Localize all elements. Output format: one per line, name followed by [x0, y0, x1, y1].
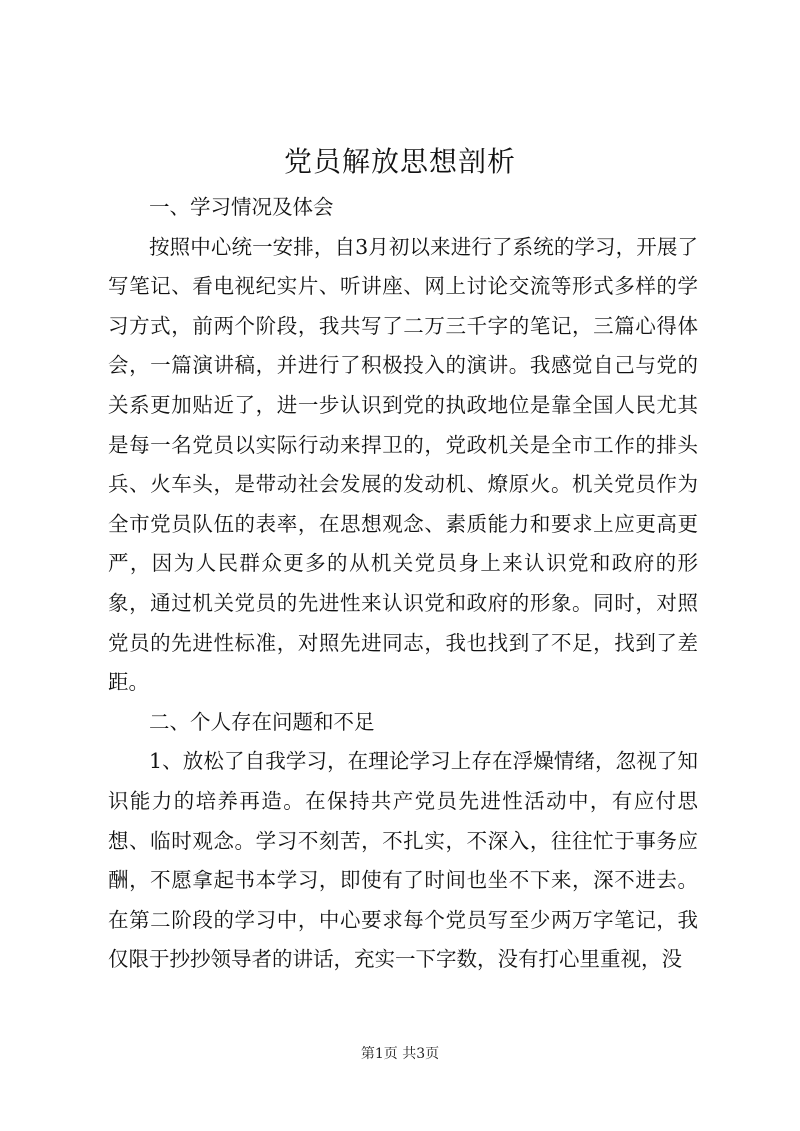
body-paragraph: 按照中心统一安排，自3月初以来进行了系统的学习，开展了写笔记、看电视纪实片、听讲座、网上讨论交流等形式多样的学习方式，前两个阶段，我共写了二万三千字的笔记，三篇心得体会，一篇演讲稿，并进行了积极投入的演讲。我感觉自己与党的关系更加贴近了，进一步认识到党的执政地位是靠全国人民尤其是每一名党员以实际行动来捍卫的，党政机关是全市工作的排头兵、火车头，是带动社会发展的发动机、燎原火。机关党员作为全市党员队伍的表率，在思想观念、素质能力和要求上应更高更严，因为人民群众更多的从机关党员身上来认识党和政府的形象，通过机关党员的先进性来认识党和政府的形象。同时，对照党员的先进性标准，对照先进同志，我也找到了不足，找到了差距。	[108, 234, 698, 695]
body-paragraph: 1、放松了自我学习，在理论学习上存在浮燥情绪，忽视了知识能力的培养再造。在保持共产党员先进性活动中，有应付思想、临时观念。学习不刻苦，不扎实，不深入，往往忙于事务应酬，不愿拿起书本学习，即使有了时间也坐不下来，深不进去。在第二阶段的学习中，中心要求每个党员写至少两万字笔记，我仅限于抄抄领导者的讲话，充实一下字数，没有打心里重视，没	[108, 749, 698, 972]
document-body	[108, 188, 698, 980]
document-title: 党员解放思想剖析	[283, 145, 516, 178]
page-number-footer: 第1页 共3页	[360, 1046, 440, 1062]
section-heading: 一、学习情况及体会	[149, 195, 334, 219]
section-heading: 二、个人存在问题和不足	[149, 709, 375, 734]
